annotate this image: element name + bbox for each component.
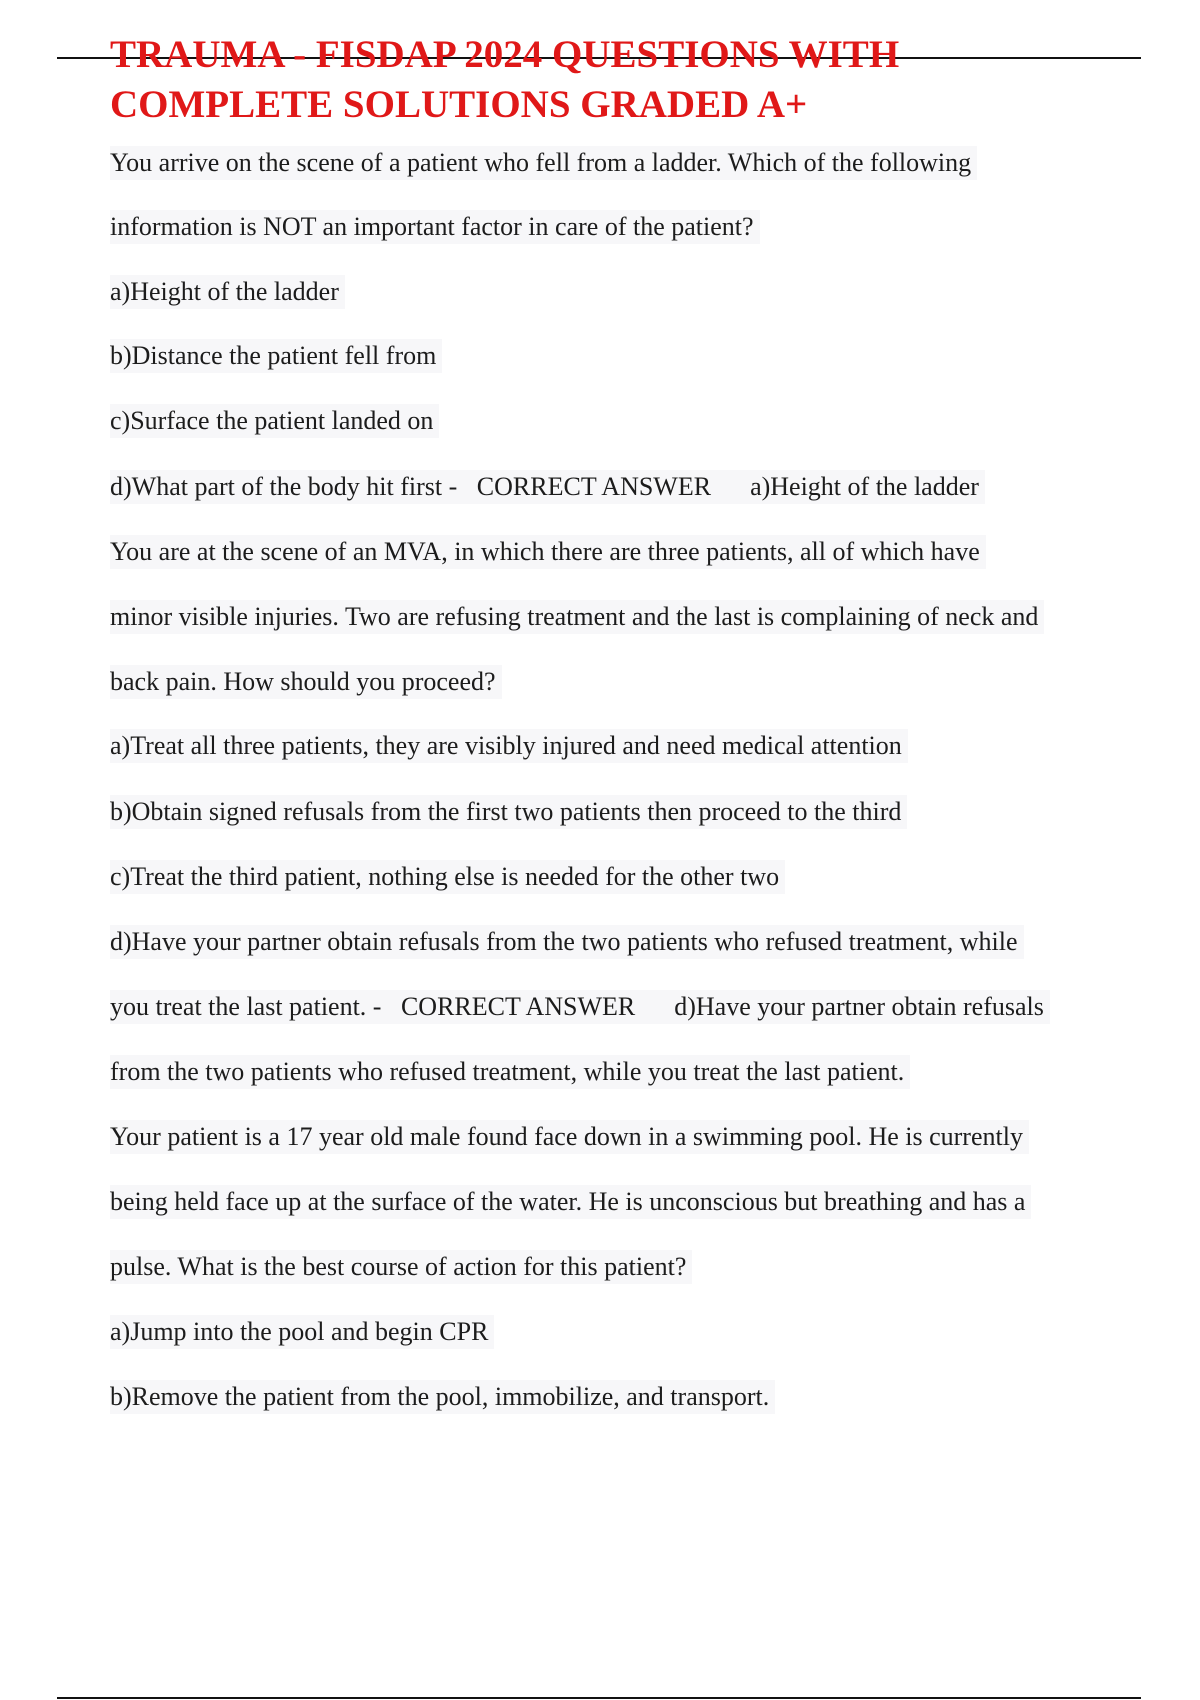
q3-text-line-3: pulse. What is the best course of action for this patient?: [110, 1250, 692, 1284]
q2-answer-line-1: you treat the last patient. - CORRECT ANSWER d)Have your partner obtain refusals: [110, 990, 1050, 1024]
q2-option-a: a)Treat all three patients, they are visibly injured and need medical attention: [110, 729, 908, 763]
q1-option-b: b)Distance the patient fell from: [110, 339, 442, 373]
q3-option-a: a)Jump into the pool and begin CPR: [110, 1315, 494, 1349]
q3-text-line-2: being held face up at the surface of the water. He is unconscious but breathing and has a: [110, 1185, 1031, 1219]
q3-option-b: b)Remove the patient from the pool, immobilize, and transport.: [110, 1380, 775, 1414]
q2-text-line-2: minor visible injuries. Two are refusing treatment and the last is complaining of neck and: [110, 600, 1044, 634]
title-line-1: TRAUMA - FISDAP 2024 QUESTIONS WITH: [110, 33, 900, 76]
q1-text-line-1: You arrive on the scene of a patient who fell from a ladder. Which of the following: [110, 146, 977, 180]
q1-text-line-2: information is NOT an important factor in care of the patient?: [110, 210, 760, 244]
q1-option-d-answer: d)What part of the body hit first - CORRECT ANSWER a)Height of the ladder: [110, 470, 985, 504]
document-title: [110, 30, 1110, 130]
bottom-rule: [57, 1697, 1141, 1699]
q1-option-c: c)Surface the patient landed on: [110, 404, 439, 438]
q2-option-d: d)Have your partner obtain refusals from the two patients who refused treatment, while: [110, 925, 1024, 959]
q2-answer-line-2: from the two patients who refused treatment, while you treat the last patient.: [110, 1055, 910, 1089]
q3-text-line-1: Your patient is a 17 year old male found face down in a swimming pool. He is currently: [110, 1120, 1029, 1154]
q1-option-a: a)Height of the ladder: [110, 275, 345, 309]
q2-option-b: b)Obtain signed refusals from the first two patients then proceed to the third: [110, 795, 907, 829]
q2-option-c: c)Treat the third patient, nothing else is needed for the other two: [110, 860, 785, 894]
q2-text-line-1: You are at the scene of an MVA, in which there are three patients, all of which have: [110, 535, 986, 569]
q2-text-line-3: back pain. How should you proceed?: [110, 665, 502, 699]
title-line-2: COMPLETE SOLUTIONS GRADED A+: [110, 83, 808, 126]
